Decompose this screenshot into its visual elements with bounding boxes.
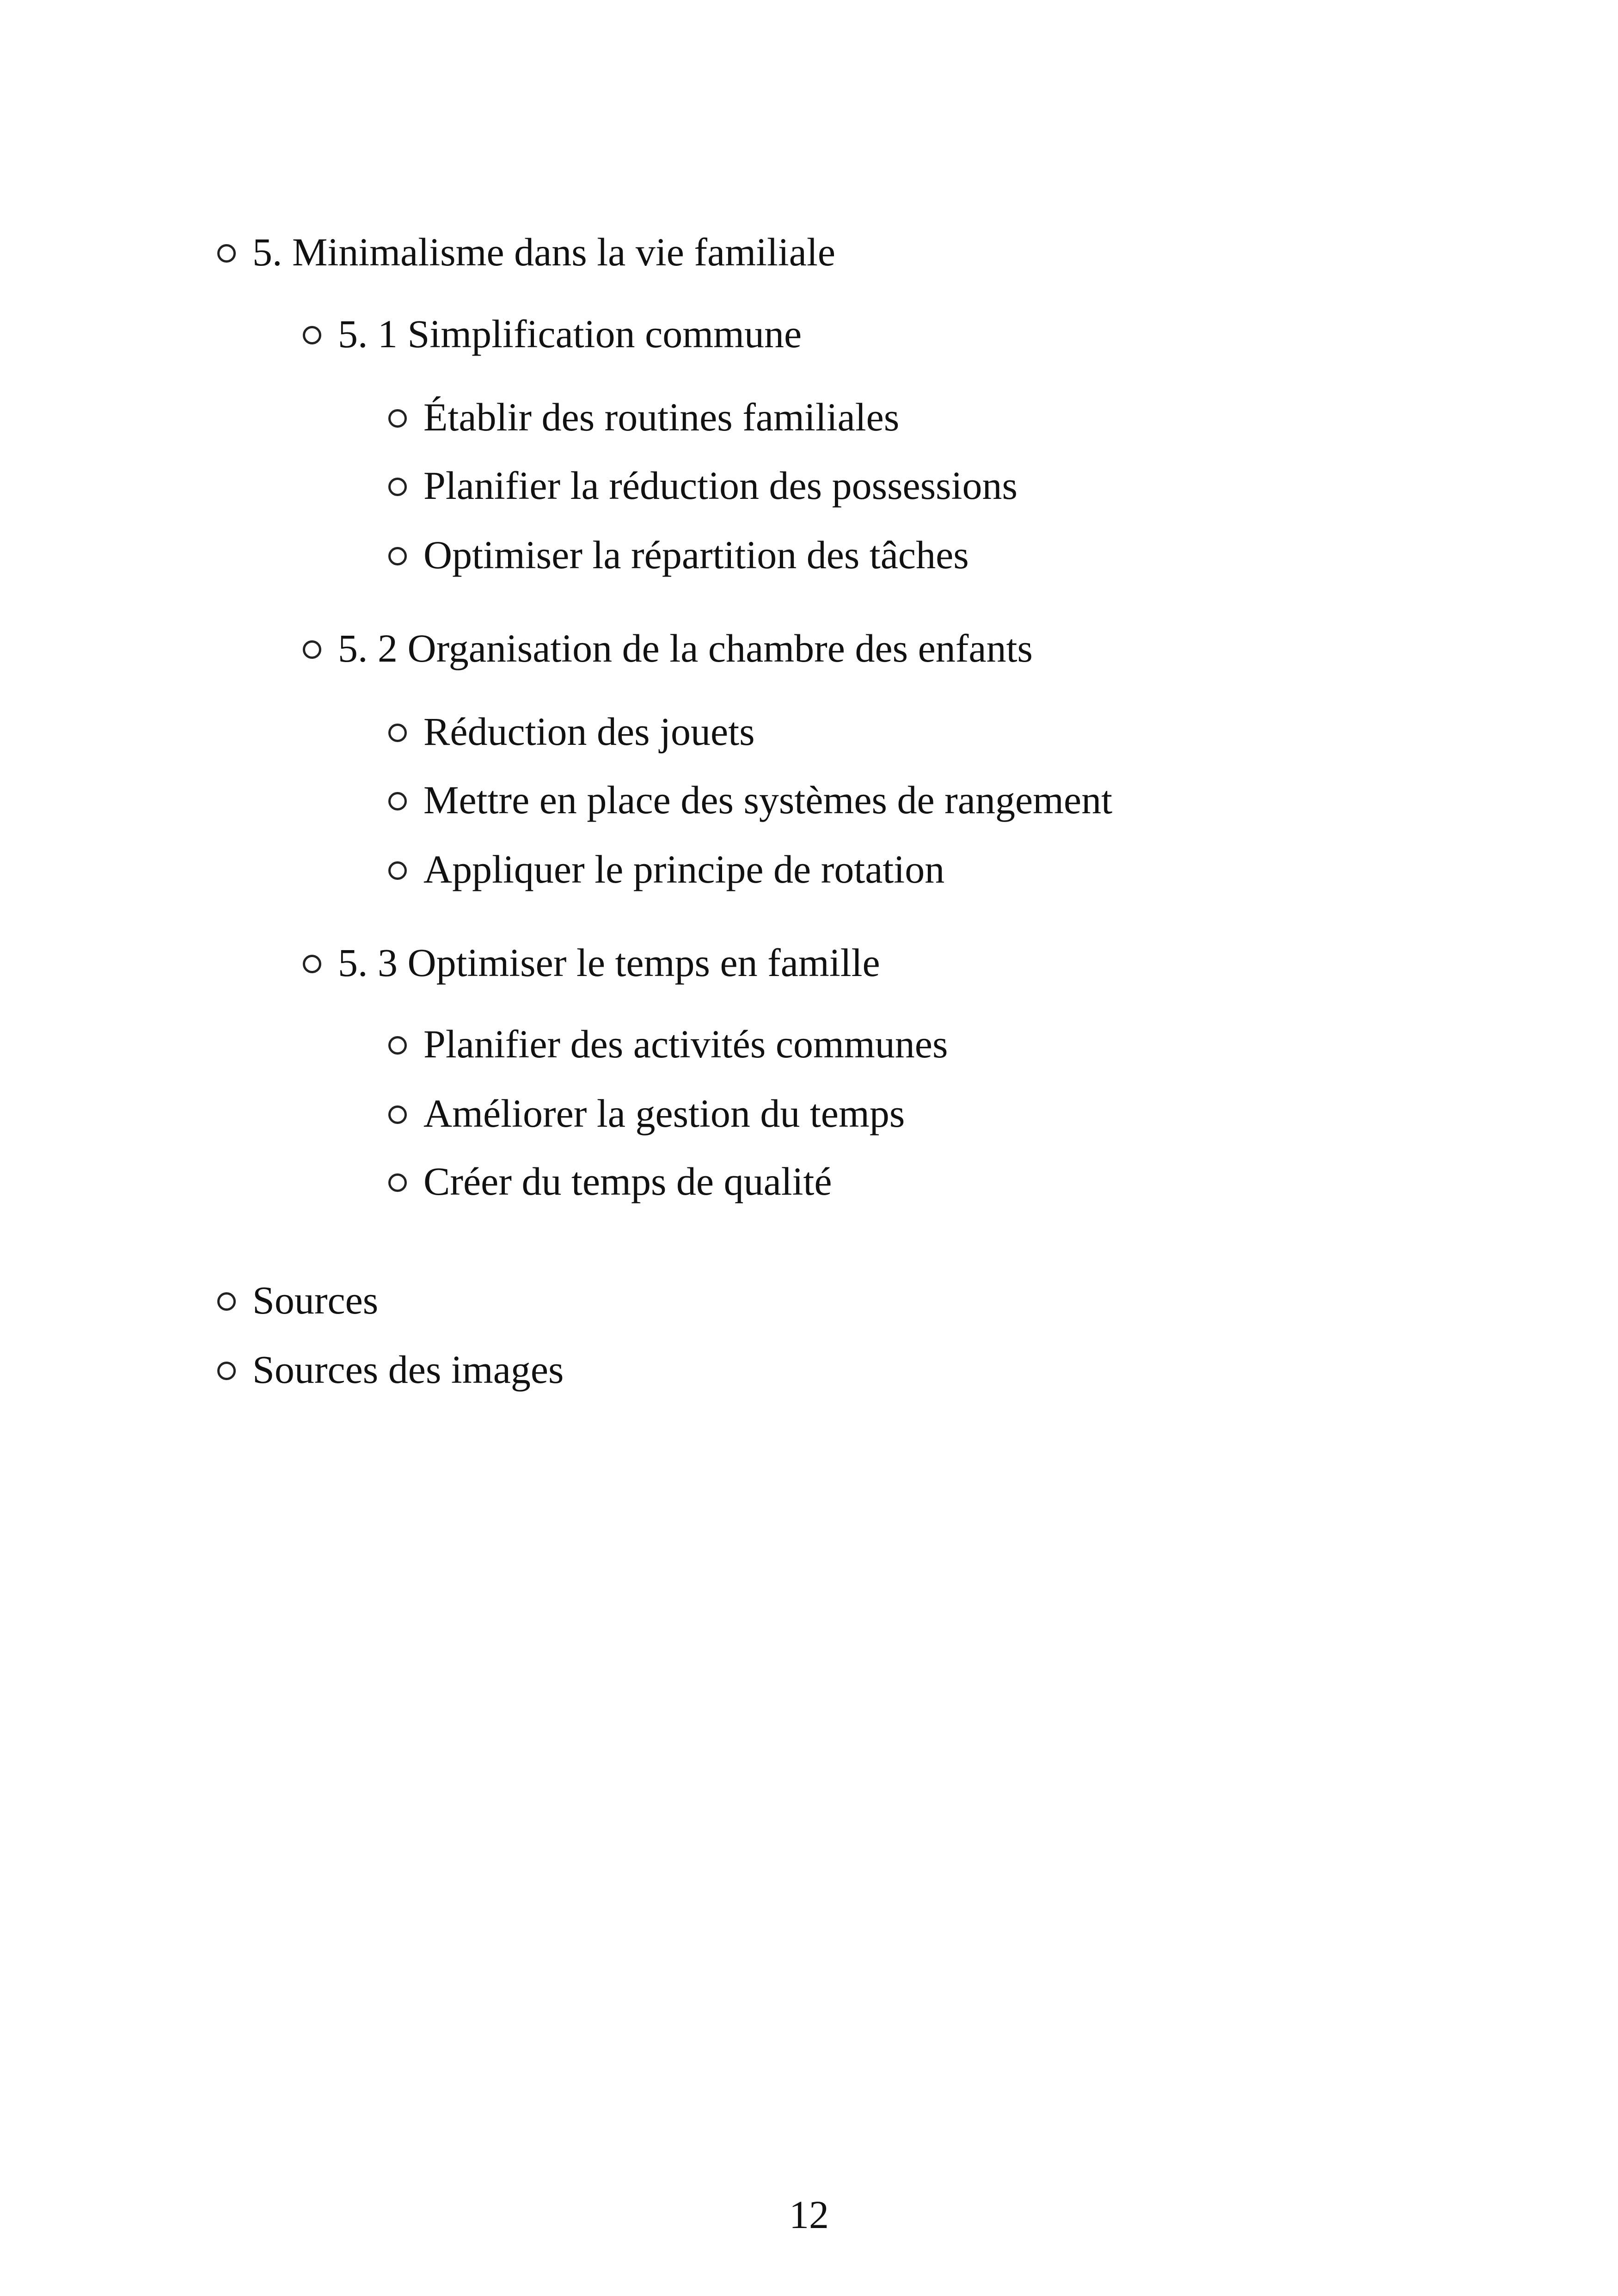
hollow-circle-icon — [388, 409, 407, 428]
toc-item[interactable] — [388, 1090, 905, 1136]
toc-item-label: Planifier la réduction des possessions — [423, 463, 1018, 508]
hollow-circle-icon — [217, 244, 236, 263]
hollow-circle-icon — [388, 724, 407, 742]
hollow-circle-icon — [388, 1036, 407, 1055]
hollow-circle-icon — [388, 1105, 407, 1124]
toc-item-label: 5. 3 Optimiser le temps en famille — [338, 940, 880, 985]
toc-item-5-3[interactable] — [303, 939, 880, 986]
toc-item-label: Optimiser la répartition des tâches — [423, 533, 969, 577]
hollow-circle-icon — [388, 1173, 407, 1192]
toc-item[interactable] — [388, 462, 1017, 509]
toc-item[interactable] — [388, 1021, 948, 1067]
toc-item-5-2[interactable] — [303, 625, 1033, 671]
toc-item-label: Améliorer la gestion du temps — [423, 1091, 905, 1136]
hollow-circle-icon — [388, 792, 407, 810]
toc-item[interactable] — [388, 708, 755, 755]
toc-item-image-sources[interactable] — [217, 1346, 564, 1393]
toc-item-label: Sources des images — [252, 1347, 564, 1392]
toc-item-5-1[interactable] — [303, 311, 802, 357]
hollow-circle-icon — [303, 640, 321, 659]
toc-item-label: 5. 2 Organisation de la chambre des enfants — [338, 626, 1033, 670]
hollow-circle-icon — [217, 1362, 236, 1380]
toc-item-label: Sources — [252, 1278, 379, 1322]
toc-item-section-5[interactable] — [217, 229, 835, 275]
hollow-circle-icon — [217, 1292, 236, 1311]
toc-item[interactable] — [388, 777, 1112, 823]
hollow-circle-icon — [388, 861, 407, 880]
toc-item-label: 5. Minimalisme dans la vie familiale — [252, 230, 836, 274]
hollow-circle-icon — [303, 326, 321, 344]
page-number: 12 — [789, 2192, 829, 2237]
toc-item-sources[interactable] — [217, 1277, 378, 1323]
hollow-circle-icon — [388, 478, 407, 496]
toc-item-label: Établir des routines familiales — [423, 395, 900, 439]
toc-item[interactable] — [388, 846, 944, 892]
hollow-circle-icon — [303, 955, 321, 973]
toc-item-label: Planifier des activités communes — [423, 1022, 948, 1066]
toc-item[interactable] — [388, 1158, 832, 1204]
toc-item-label: Réduction des jouets — [423, 709, 755, 754]
toc-item-label: Créer du temps de qualité — [423, 1159, 832, 1203]
toc-item[interactable] — [388, 532, 969, 578]
toc-item-label: Appliquer le principe de rotation — [423, 847, 945, 891]
toc-item[interactable] — [388, 394, 899, 440]
toc-item-label: Mettre en place des systèmes de rangement — [423, 778, 1113, 822]
hollow-circle-icon — [388, 547, 407, 565]
toc-item-label: 5. 1 Simplification commune — [338, 312, 802, 356]
